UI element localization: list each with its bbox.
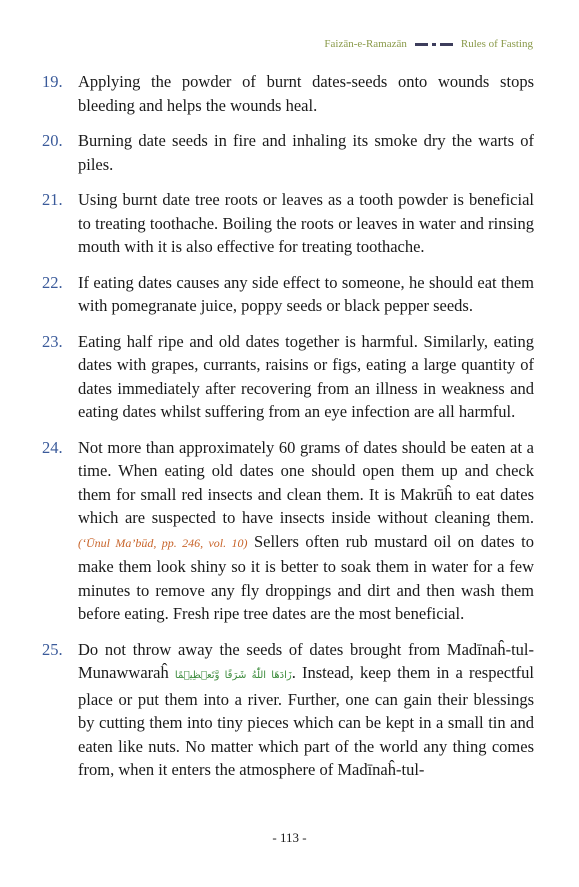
list-item — [42, 188, 534, 259]
item-text-part: Sellers often rub mustard oil on dates to make them look shiny so it is better to soak them in water for a few minutes to remove any fly droppings and dirt and then wash them before eating. Fresh ripe tree dates are the most beneficial. — [78, 531, 534, 623]
item-text: Using burnt date tree roots or leaves as a tooth powder is beneficial to treating toothache. Boiling the roots or leaves in water and rinsing mouth with it is also effective for treating toothache. — [78, 190, 534, 256]
chapter-title: Rules of Fasting — [460, 38, 533, 50]
item-text-part: Not more than approximately 60 grams of dates should be eaten at a time. When eating old dates one should open them up and check them for small red insects and clean them. It is Makrūĥ to eat dates which are suspected to have insects inside without cleaning them. — [78, 437, 534, 527]
item-number: 22. — [42, 272, 63, 292]
list-item — [42, 436, 534, 626]
arabic-honorific: زَادَهَا اللّٰهُ شَرَفًا وَّتَعۡظِيۡمًا — [174, 670, 292, 681]
item-number: 20. — [42, 131, 63, 150]
item-number: 19. — [42, 72, 63, 91]
running-header — [324, 38, 533, 50]
item-text-part: . Instead, keep them in a respectful place or put them into a river. Further, one can gain their blessings by cutting them into tiny pieces which can be kept in a small tin and eaten like nuts. No matter which part of the world any thing comes from, when it enters the atmosphere of Madīnaĥ-tul- — [78, 663, 535, 779]
list-item — [42, 330, 534, 424]
item-text: Applying the powder of burnt dates-seeds onto wounds stops bleeding and helps the wounds heal. — [78, 72, 534, 115]
list-item — [42, 271, 534, 318]
item-text — [78, 638, 534, 782]
header-separator — [415, 43, 453, 46]
item-number: 25. — [42, 639, 63, 659]
item-text-part: Do not throw away the seeds of dates brought from Madīnaĥ-tul-Munawwaraĥ — [78, 639, 534, 682]
item-number: 24. — [42, 437, 63, 457]
item-text: Burning date seeds in fire and inhaling its smoke dry the warts of piles. — [78, 131, 534, 174]
list-item — [42, 70, 534, 117]
item-text: Eating half ripe and old dates together is harmful. Similarly, eating dates with grapes, currants, raisins or figs, eating a large quantity of dates immediately after recovering from an illness in weakness and eating dates whilst suffering from an eye infection are all harmful. — [78, 331, 534, 421]
list-item — [42, 638, 534, 782]
page-number: - 113 - — [272, 830, 307, 845]
item-text — [78, 436, 534, 626]
item-number: 21. — [42, 190, 63, 209]
list-item — [42, 129, 534, 176]
book-title: Faizān-e-Ramazān — [324, 38, 407, 50]
page-content — [42, 70, 534, 794]
citation: (‘Ūnul Ma’būd, pp. 246, vol. 10) — [78, 535, 248, 550]
item-number: 23. — [42, 331, 63, 351]
item-text: If eating dates causes any side effect to someone, he should eat them with pomegranate juice, poppy seeds or black pepper seeds. — [78, 272, 534, 315]
